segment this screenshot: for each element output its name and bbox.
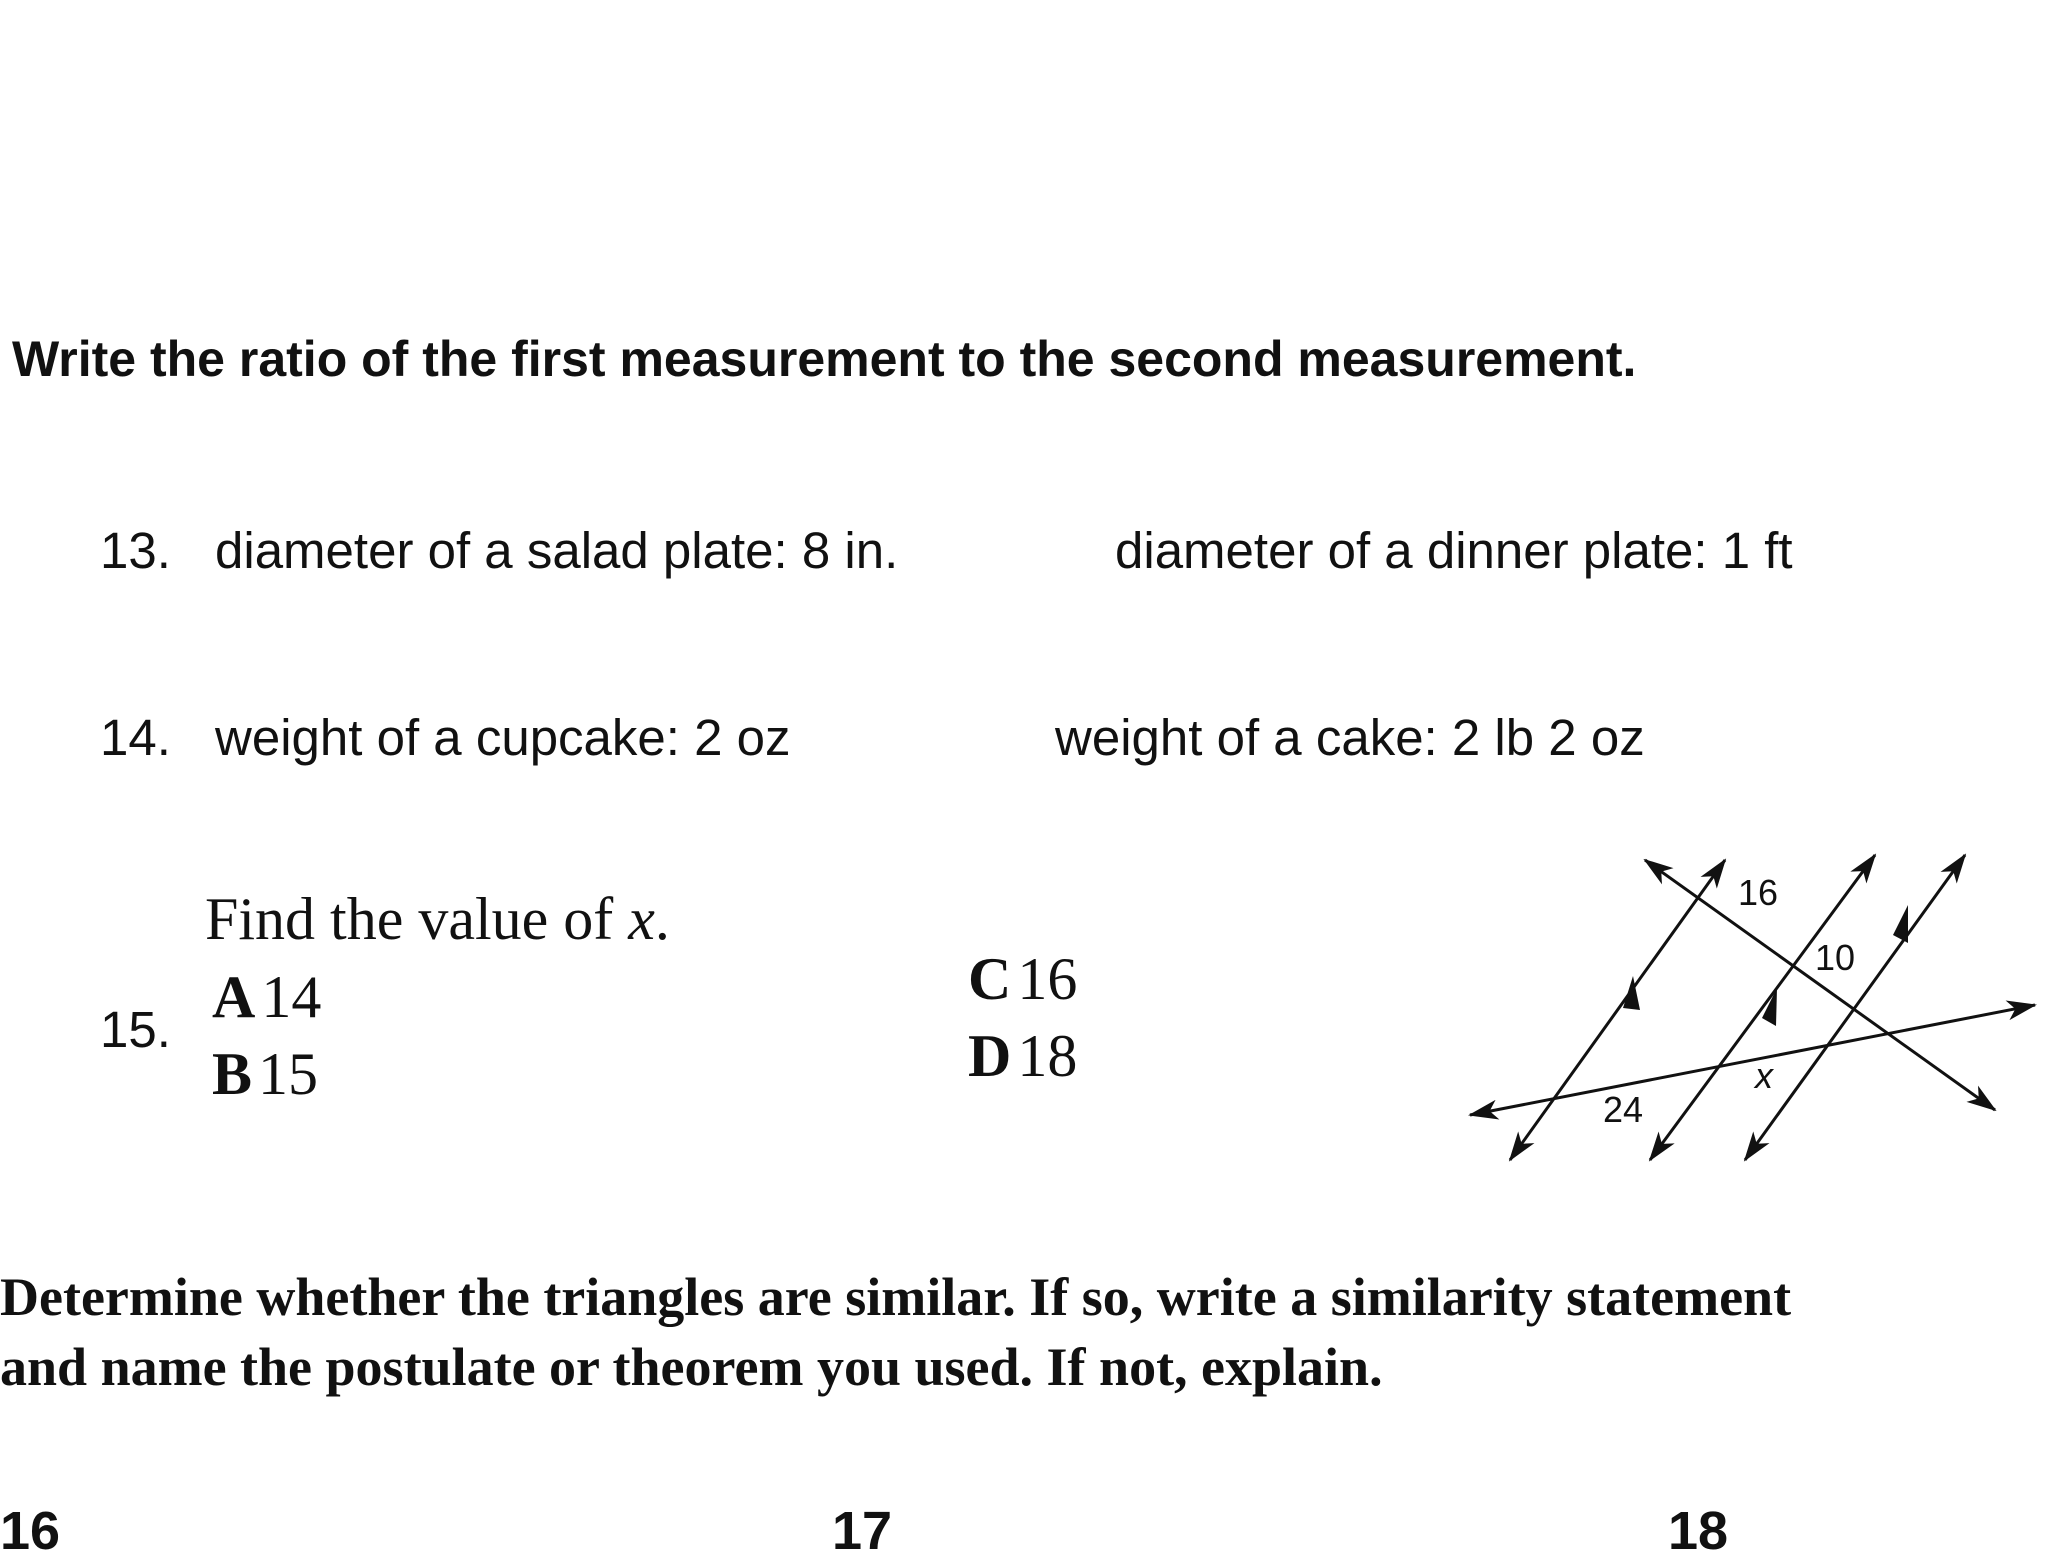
heading-line-2: and name the postulate or theorem you used. If not, explain. [0, 1337, 1383, 1397]
choice-letter: D [968, 1023, 1012, 1089]
parallel-lines-figure [1440, 840, 2040, 1180]
label-16: 16 [1738, 872, 1779, 913]
problem-16-number: 16 [0, 1501, 61, 1561]
label-10: 10 [1815, 937, 1856, 978]
prompt-text: Find the value of [205, 886, 629, 952]
choice-b[interactable] [212, 1040, 318, 1109]
choice-letter: C [968, 946, 1012, 1012]
prompt-end: . [654, 886, 670, 952]
problem-15-prompt [205, 885, 670, 954]
problem-17-number: 17 [832, 1501, 893, 1561]
problem-14-first-measurement: weight of a cupcake: 2 oz [215, 709, 791, 766]
choice-d[interactable] [968, 1022, 1077, 1091]
label-x: x [1755, 1055, 1773, 1096]
problem-15-number: 15. [100, 1001, 171, 1058]
choice-letter: A [212, 964, 256, 1030]
problem-13-second-measurement: diameter of a dinner plate: 1 ft [1115, 522, 1793, 579]
section-heading-ratio: Write the ratio of the first measurement to the second measurement. [12, 331, 1637, 387]
choice-letter: B [212, 1041, 253, 1107]
problem-14-second-measurement: weight of a cake: 2 lb 2 oz [1055, 709, 1645, 766]
problem-13-number: 13. [100, 522, 171, 579]
problem-18-number: 18 [1668, 1501, 1729, 1561]
section-heading-similarity [0, 1262, 1791, 1402]
prompt-variable: x [628, 886, 655, 952]
parallel-marker-3 [1893, 905, 1908, 943]
heading-line-1: Determine whether the triangles are similar. If so, write a similarity statement [0, 1267, 1792, 1327]
choice-value: 16 [1017, 946, 1078, 1012]
label-24: 24 [1603, 1089, 1644, 1130]
choice-value: 18 [1017, 1023, 1078, 1089]
problem-13-first-measurement: diameter of a salad plate: 8 in. [215, 522, 899, 579]
choice-a[interactable] [212, 963, 321, 1032]
problem-14-number: 14. [100, 709, 171, 766]
choice-c[interactable] [968, 945, 1077, 1014]
choice-value: 14 [261, 964, 322, 1030]
choice-value: 15 [258, 1041, 319, 1107]
